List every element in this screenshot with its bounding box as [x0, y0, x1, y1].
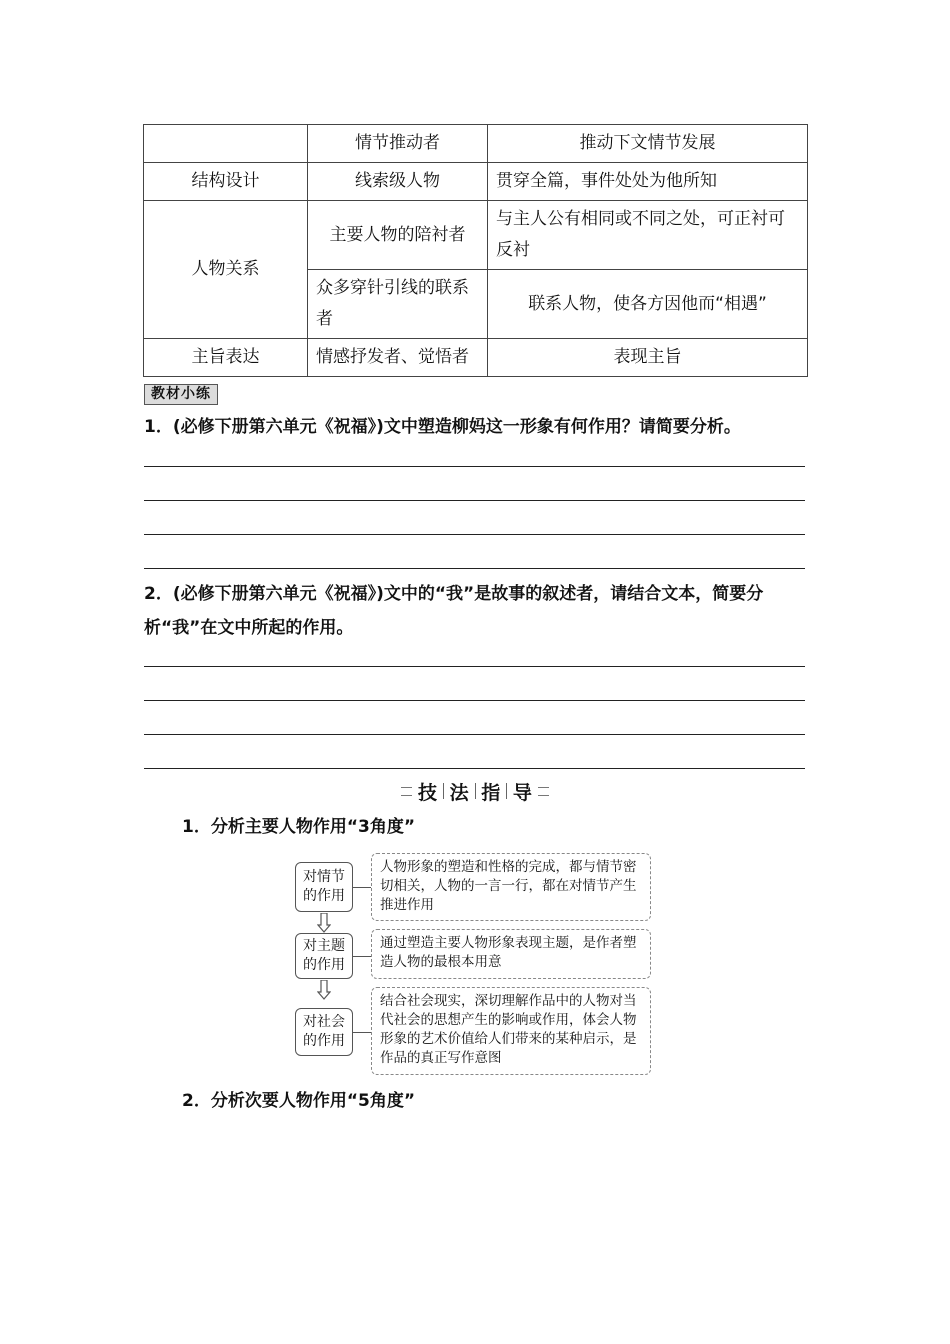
method-heading-2: 2．分析次要人物作用“5角度”: [182, 1091, 416, 1111]
table-cell: 情感抒发者、觉悟者: [308, 339, 488, 377]
flow-label-plot: [295, 862, 353, 912]
answer-line[interactable]: [144, 500, 805, 501]
flow-connector: [353, 956, 371, 957]
answer-line[interactable]: [144, 466, 805, 467]
answer-line[interactable]: [144, 666, 805, 667]
down-arrow-icon: [317, 980, 331, 1000]
answer-line[interactable]: [144, 734, 805, 735]
practice-tag: 教材小练: [144, 384, 218, 405]
banner-char: 法: [449, 781, 469, 804]
method-heading-1: 1．分析主要人物作用“3角度”: [182, 817, 416, 837]
table-cell: 线索级人物: [308, 163, 488, 201]
banner-decoration: [401, 787, 412, 796]
table-cell: 众多穿针引线的联系者: [308, 270, 488, 339]
table-cell: [144, 125, 308, 163]
flow-label-theme: [295, 933, 353, 979]
table-cell: 贯穿全篇，事件处处为他所知: [488, 163, 808, 201]
banner-char: 导: [512, 781, 532, 804]
table-cell: 表现主旨: [488, 339, 808, 377]
table-cell: 推动下文情节发展: [488, 125, 808, 163]
banner-divider: [443, 783, 444, 799]
flow-label-society: [295, 1008, 353, 1056]
question-1: 1．(必修下册第六单元《祝福》)文中塑造柳妈这一形象有何作用？请简要分析。: [144, 417, 741, 437]
table-cell: 与主人公有相同或不同之处，可正衬可反衬: [488, 201, 808, 270]
down-arrow-icon: [317, 913, 331, 933]
character-function-table: [143, 124, 808, 377]
flow-label-text: 对主题的作用: [303, 938, 345, 973]
banner-decoration: [538, 787, 549, 796]
table-cell: 联系人物，使各方因他而“相遇”: [488, 270, 808, 339]
banner-char: 指: [481, 781, 501, 804]
table-row: [144, 125, 808, 163]
flow-label-text: 对社会的作用: [303, 1014, 345, 1049]
flow-desc-theme: 通过塑造主要人物形象表现主题，是作者塑造人物的最根本用意: [371, 929, 651, 979]
table-row: [144, 163, 808, 201]
table-cell: 主要人物的陪衬者: [308, 201, 488, 270]
table-cell: 主旨表达: [144, 339, 308, 377]
banner-char: 技: [418, 781, 438, 804]
table-cell: 结构设计: [144, 163, 308, 201]
banner-divider: [475, 783, 476, 799]
table-cell: 情节推动者: [308, 125, 488, 163]
answer-line[interactable]: [144, 534, 805, 535]
flow-label-text: 对情节的作用: [303, 869, 345, 904]
banner-divider: [506, 783, 507, 799]
flow-connector: [353, 887, 371, 888]
flow-desc-plot: 人物形象的塑造和性格的完成，都与情节密切相关，人物的一言一行，都在对情节产生推进作用: [371, 853, 651, 921]
section-banner: [395, 778, 555, 804]
answer-line[interactable]: [144, 768, 805, 769]
question-2: 2．(必修下册第六单元《祝福》)文中的“我”是故事的叙述者，请结合文本，简要分析“我”在文中所起的作用。: [144, 584, 764, 638]
table-row: [144, 201, 808, 270]
table-row: [144, 339, 808, 377]
answer-line[interactable]: [144, 568, 805, 569]
flow-desc-society: 结合社会现实，深切理解作品中的人物对当代社会的思想产生的影响或作用，体会人物形象的艺术价值给人们带来的某种启示，是作品的真正写作意图: [371, 987, 651, 1075]
table-cell: 人物关系: [144, 201, 308, 339]
answer-line[interactable]: [144, 700, 805, 701]
flow-connector: [353, 1032, 371, 1033]
